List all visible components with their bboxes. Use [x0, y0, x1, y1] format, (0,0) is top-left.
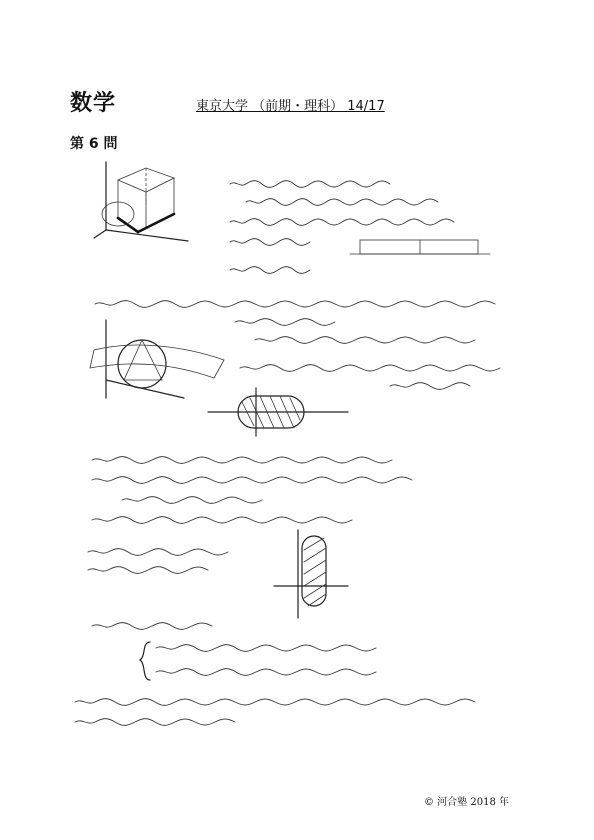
figure-inequality-brace [92, 618, 492, 688]
figure-horizontal-capsule [208, 388, 353, 438]
subject-title: 数学 [70, 91, 117, 116]
handwritten-block-6 [75, 694, 515, 734]
handwritten-block-5 [88, 544, 288, 580]
problem-heading: 第 6 問 [70, 136, 118, 152]
handwritten-block-4 [92, 452, 532, 532]
handwritten-block-1 [230, 176, 530, 286]
copyright: © 河合塾 2018 年 [424, 797, 509, 808]
figure-cube-axes [88, 158, 198, 253]
exam-title: 東京大学 （前期・理科） 14/17 [196, 99, 385, 114]
figure-vertical-capsule [270, 530, 350, 620]
